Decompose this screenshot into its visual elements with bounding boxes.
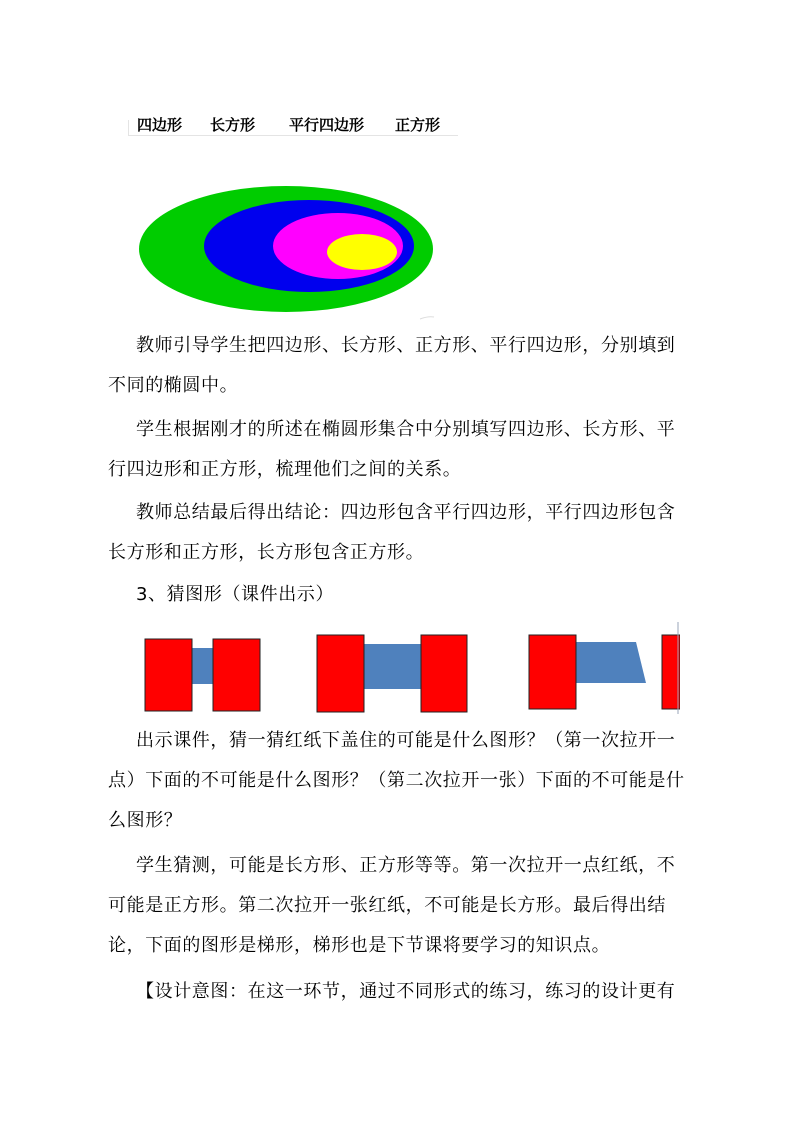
label-square: 正方形 <box>395 116 441 134</box>
text-block-6 <box>108 972 688 1012</box>
hidden-shape-2 <box>362 644 424 689</box>
section-heading-block <box>108 575 688 615</box>
text-block-5 <box>108 846 688 966</box>
p5-line-3: 论，下面的图形是梯形，梯形也是下节课将要学习的知识点。 <box>108 935 611 956</box>
label-quadrilateral: 四边形 <box>137 116 183 134</box>
p3-line-1: 教师总结最后得出结论：四边形包含平行四边形，平行四边形包含 <box>136 502 676 523</box>
label-row-underline <box>128 135 458 136</box>
ellipse-square <box>327 234 397 270</box>
red-paper-2b <box>421 635 467 712</box>
text-block-3 <box>108 493 688 573</box>
p4-line-2: 点）下面的不可能是什么图形？（第二次拉开一张）下面的不可能是什 <box>108 770 685 791</box>
p4-line-3: 么图形？ <box>108 810 183 831</box>
section-heading: 3、猜图形（课件出示） <box>136 584 335 605</box>
label-row-border <box>128 120 129 136</box>
guess-shape-illustration <box>140 622 680 714</box>
p1-line-2: 不同的椭圆中。 <box>108 375 239 396</box>
red-paper-3a <box>529 635 576 709</box>
hidden-trapezoid <box>573 642 646 683</box>
hidden-shape-1 <box>190 648 215 684</box>
p5-line-1: 学生猜测，可能是长方形、正方形等等。第一次拉开一点红纸，不 <box>136 855 676 876</box>
label-parallelogram: 平行四边形 <box>289 116 365 134</box>
p1-line-1: 教师引导学生把四边形、长方形、正方形、平行四边形，分别填到 <box>136 335 676 356</box>
text-block-1 <box>108 326 688 406</box>
p3-line-2: 长方形和正方形，长方形包含正方形。 <box>108 542 425 563</box>
red-paper-1a <box>145 639 192 711</box>
red-paper-3b <box>662 635 680 709</box>
red-paper-2a <box>317 635 364 712</box>
p2-line-1: 学生根据刚才的所述在椭圆形集合中分别填写四边形、长方形、平 <box>136 419 676 440</box>
p4-line-1: 出示课件，猜一猜红纸下盖住的可能是什么图形？（第一次拉开一 <box>136 730 676 751</box>
red-paper-1b <box>213 639 260 711</box>
p2-line-2: 行四边形和正方形，梳理他们之间的关系。 <box>108 459 462 480</box>
stray-mark <box>420 317 434 319</box>
p6-line-1: 【设计意图：在这一环节，通过不同形式的练习，练习的设计更有 <box>136 981 676 1002</box>
label-rectangle: 长方形 <box>210 116 256 134</box>
nested-ellipse-diagram <box>130 176 450 326</box>
text-block-4 <box>108 721 688 841</box>
text-block-2 <box>108 410 688 490</box>
p5-line-2: 可能是正方形。第二次拉开一张红纸，不可能是长方形。最后得出结 <box>108 895 666 916</box>
